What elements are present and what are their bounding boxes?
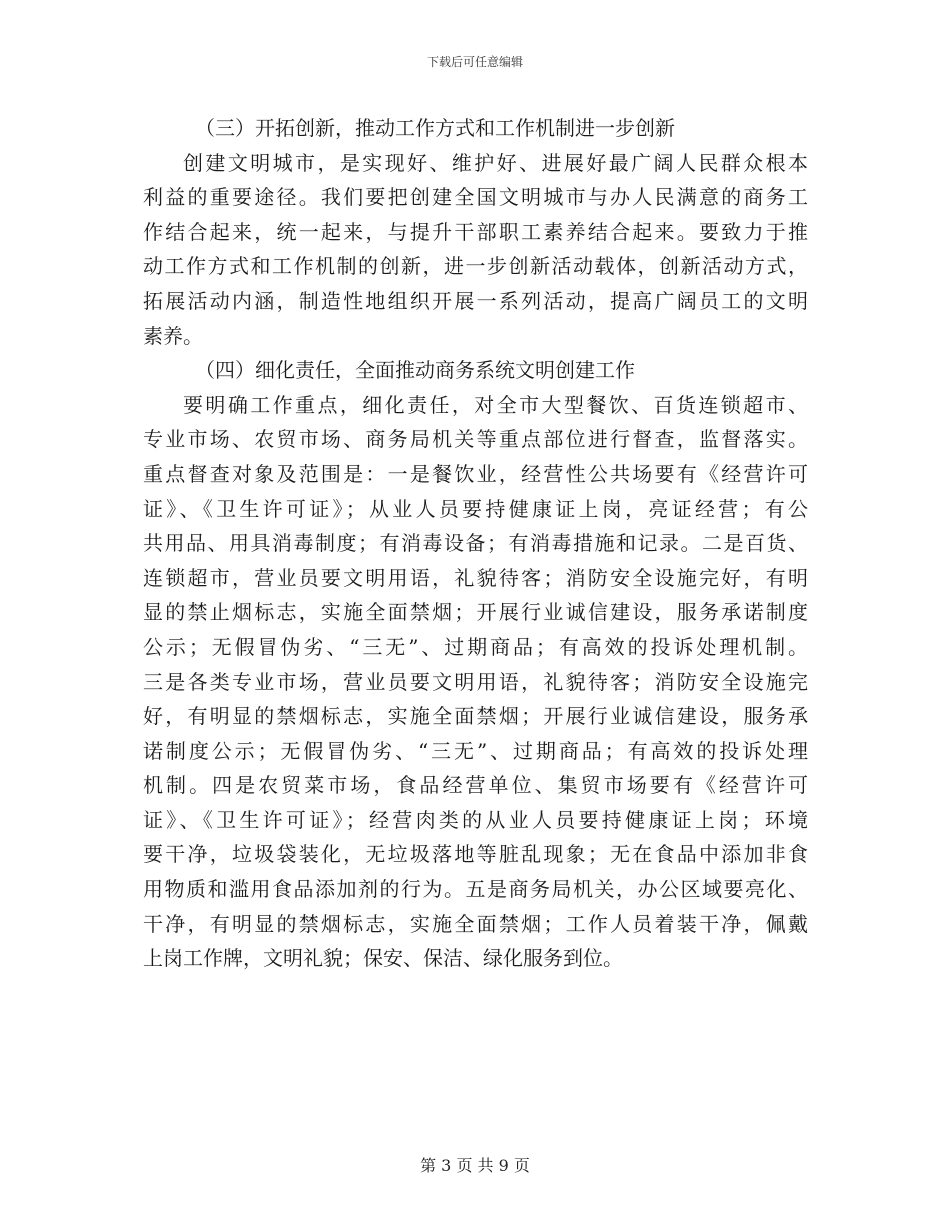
paragraph-line: 拓展活动内涵，制造性地组织开展一系列活动，提高广阔员工的文明 xyxy=(143,288,808,313)
paragraph-line: 上岗工作牌，文明礼貌；保安、保洁、绿化服务到位。 xyxy=(143,946,623,971)
paragraph-line: 要干净，垃圾袋装化，无垃圾落地等脏乱现象；无在食品中添加非食 xyxy=(143,842,808,867)
paragraph-line: 诺制度公示；无假冒伪劣、“三无”、过期商品；有高效的投诉处理 xyxy=(143,738,808,763)
paragraph-line: 作结合起来，统一起来，与提升干部职工素养结合起来。要致力于推 xyxy=(143,219,808,244)
paragraph-line: 素养。 xyxy=(143,323,203,348)
document-body xyxy=(143,111,808,976)
paragraph-line: 连锁超市，营业员要文明用语，礼貌待客；消防安全设施完好，有明 xyxy=(143,565,808,590)
paragraph-line: 显的禁止烟标志，实施全面禁烟；开展行业诚信建设，服务承诺制度 xyxy=(143,600,808,625)
paragraph-line: 公示；无假冒伪劣、“三无”、过期商品；有高效的投诉处理机制。 xyxy=(143,634,808,659)
paragraph-line: 三是各类专业市场，营业员要文明用语，礼貌待客；消防安全设施完 xyxy=(143,669,808,694)
paragraph-line: 用物质和滥用食品添加剂的行为。五是商务局机关，办公区域要亮化、 xyxy=(143,877,808,902)
paragraph-line: 干净，有明显的禁烟标志，实施全面禁烟；工作人员着装干净，佩戴 xyxy=(143,911,808,936)
paragraph-line: 机制。四是农贸菜市场，食品经营单位、集贸市场要有《经营许可 xyxy=(143,773,808,798)
paragraph-line: 共用品、用具消毒制度；有消毒设备；有消毒措施和记录。二是百货、 xyxy=(143,531,808,556)
page-number: 第 3 页 共 9 页 xyxy=(420,1156,530,1175)
paragraph-line: 利益的重要途径。我们要把创建全国文明城市与办人民满意的商务工 xyxy=(143,185,808,210)
paragraph-line: 证》、《卫生许可证》；经营肉类的从业人员要持健康证上岗；环境 xyxy=(143,807,808,832)
paragraph-line: 要明确工作重点，细化责任，对全市大型餐饮、百货连锁超市、 xyxy=(183,392,808,417)
page-header: 下载后可任意编辑 xyxy=(426,55,523,69)
paragraph-line: 好，有明显的禁烟标志，实施全面禁烟；开展行业诚信建设，服务承 xyxy=(143,704,808,729)
paragraph-line: 动工作方式和工作机制的创新，进一步创新活动载体，创新活动方式， xyxy=(143,254,808,279)
section-heading-line: （四）细化责任，全面推动商务系统文明创建工作 xyxy=(195,358,635,383)
section-heading-line: （三）开拓创新，推动工作方式和工作机制进一步创新 xyxy=(195,116,675,140)
paragraph-line: 创建文明城市，是实现好、维护好、进展好最广阔人民群众根本 xyxy=(183,150,808,175)
paragraph-line: 专业市场、农贸市场、商务局机关等重点部位进行督查，监督落实。 xyxy=(143,427,808,452)
paragraph-line: 证》、《卫生许可证》；从业人员要持健康证上岗，亮证经营；有公 xyxy=(143,496,808,521)
paragraph-line: 重点督查对象及范围是：一是餐饮业，经营性公共场要有《经营许可 xyxy=(143,461,808,486)
